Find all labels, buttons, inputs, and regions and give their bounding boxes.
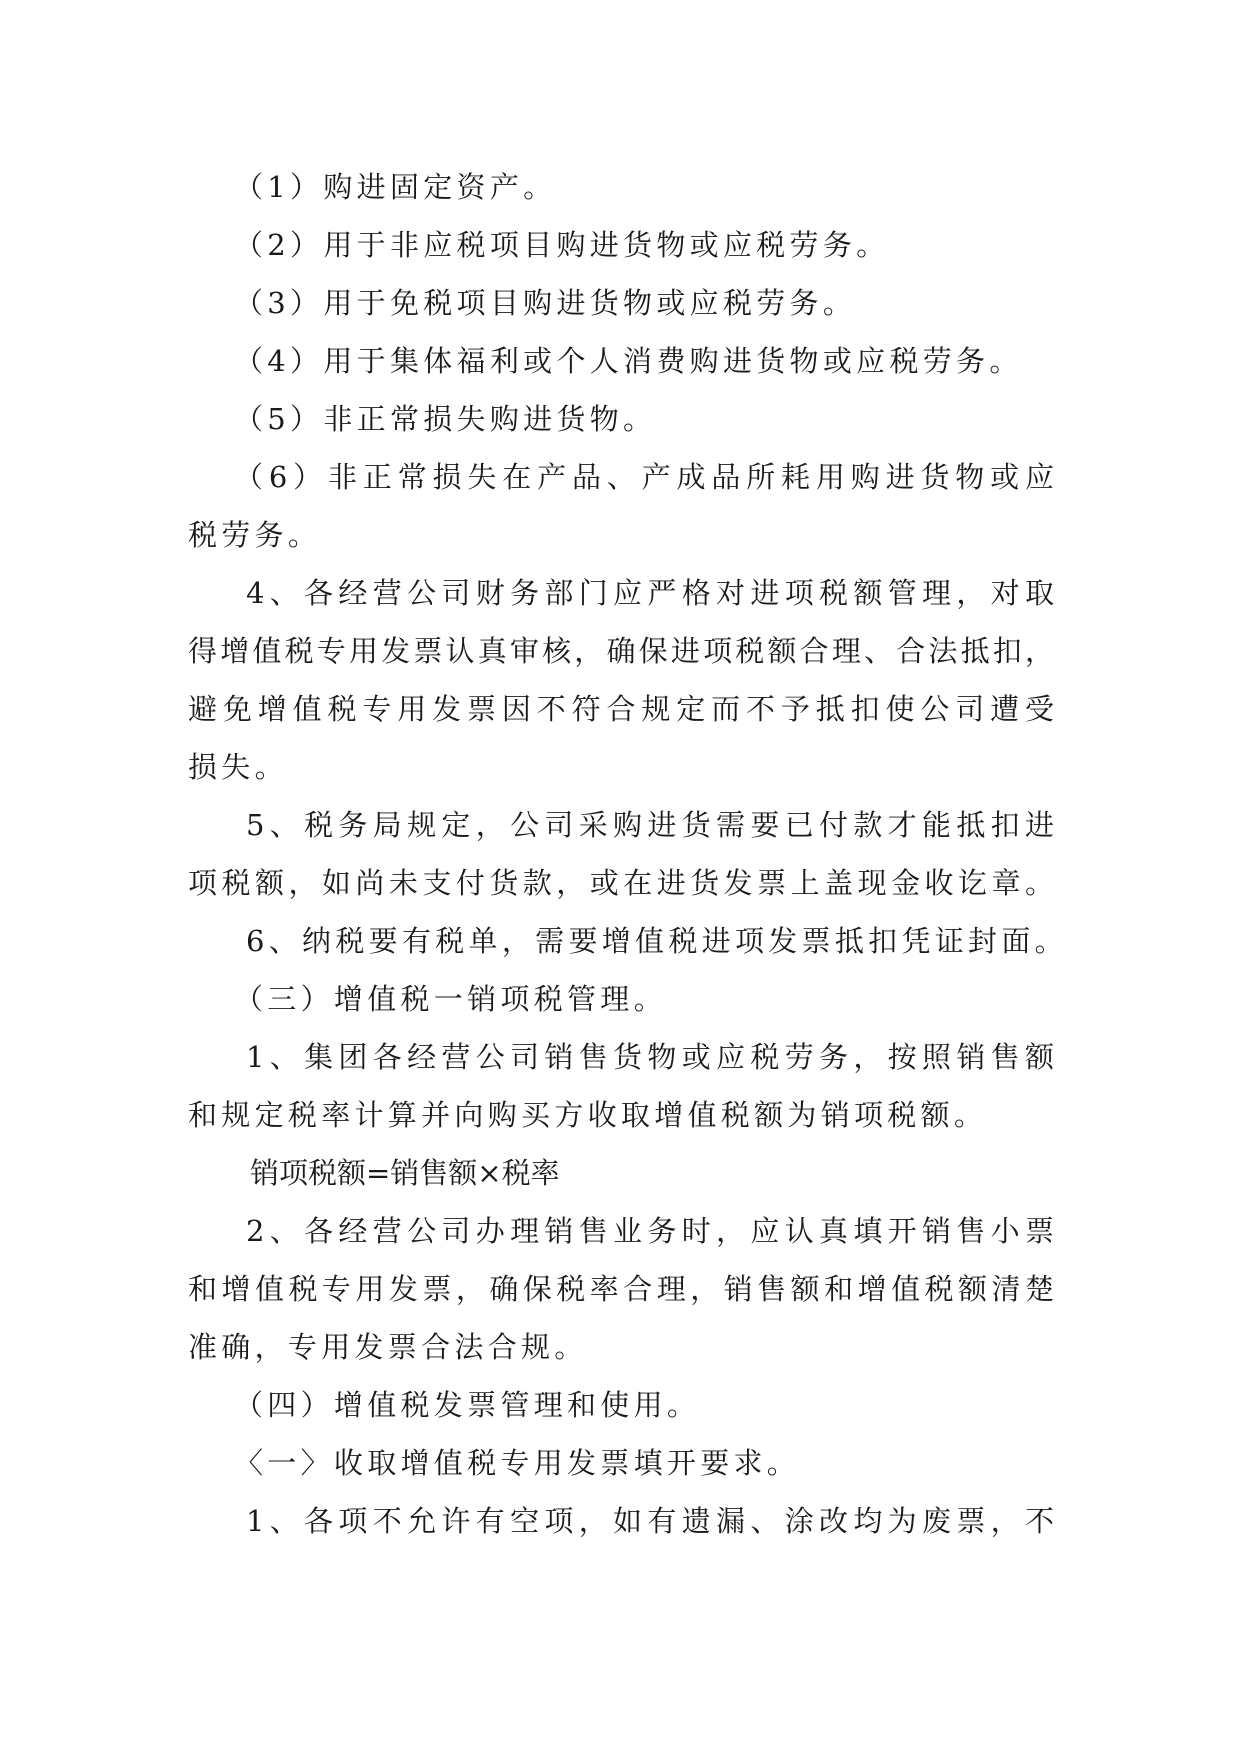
paragraph: 2、各经营公司办理销售业务时，应认真填开销售小票 xyxy=(246,1214,1054,1248)
paragraph-continuation: 和增值税专用发票，确保税率合理，销售额和增值税额清楚 xyxy=(188,1272,1054,1306)
paragraph: 1、集团各经营公司销售货物或应税劳务，按照销售额 xyxy=(246,1040,1054,1074)
formula: 销项税额=销售额×税率 xyxy=(250,1156,560,1190)
section-heading: （四）增值税发票管理和使用。 xyxy=(234,1388,701,1422)
paragraph-continuation: 避免增值税专用发票因不符合规定而不予抵扣使公司遭受 xyxy=(188,692,1054,726)
paragraph: 6、纳税要有税单，需要增值税进项发票抵扣凭证封面。 xyxy=(246,924,1068,958)
section-heading: （三）增值税一销项税管理。 xyxy=(234,982,667,1016)
paragraph: （6）非正常损失在产品、产成品所耗用购进货物或应 xyxy=(234,460,1054,494)
paragraph-continuation: 税劳务。 xyxy=(188,518,322,552)
paragraph-continuation: 得增值税专用发票认真审核，确保进项税额合理、合法抵扣， xyxy=(188,634,1054,668)
paragraph: （2）用于非应税项目购进货物或应税劳务。 xyxy=(234,228,890,262)
paragraph: （3）用于免税项目购进货物或应税劳务。 xyxy=(234,286,857,320)
subsection-heading: 〈一〉收取增值税专用发票填开要求。 xyxy=(234,1446,801,1480)
document-body xyxy=(188,158,1068,1550)
paragraph: （1）购进固定资产。 xyxy=(234,170,557,204)
paragraph-continuation: 准确，专用发票合法合规。 xyxy=(188,1330,588,1364)
paragraph: （5）非正常损失购进货物。 xyxy=(234,402,657,436)
paragraph: 4、各经营公司财务部门应严格对进项税额管理，对取 xyxy=(246,576,1054,610)
paragraph: 5、税务局规定，公司采购进货需要已付款才能抵扣进 xyxy=(246,808,1054,842)
paragraph-continuation: 项税额，如尚未支付货款，或在进货发票上盖现金收讫章。 xyxy=(188,866,1054,900)
paragraph: 1、各项不允许有空项，如有遗漏、涂改均为废票，不 xyxy=(246,1504,1054,1538)
paragraph: （4）用于集体福利或个人消费购进货物或应税劳务。 xyxy=(234,344,1023,378)
paragraph-continuation: 和规定税率计算并向购买方收取增值税额为销项税额。 xyxy=(188,1098,988,1132)
paragraph-continuation: 损失。 xyxy=(188,750,288,784)
